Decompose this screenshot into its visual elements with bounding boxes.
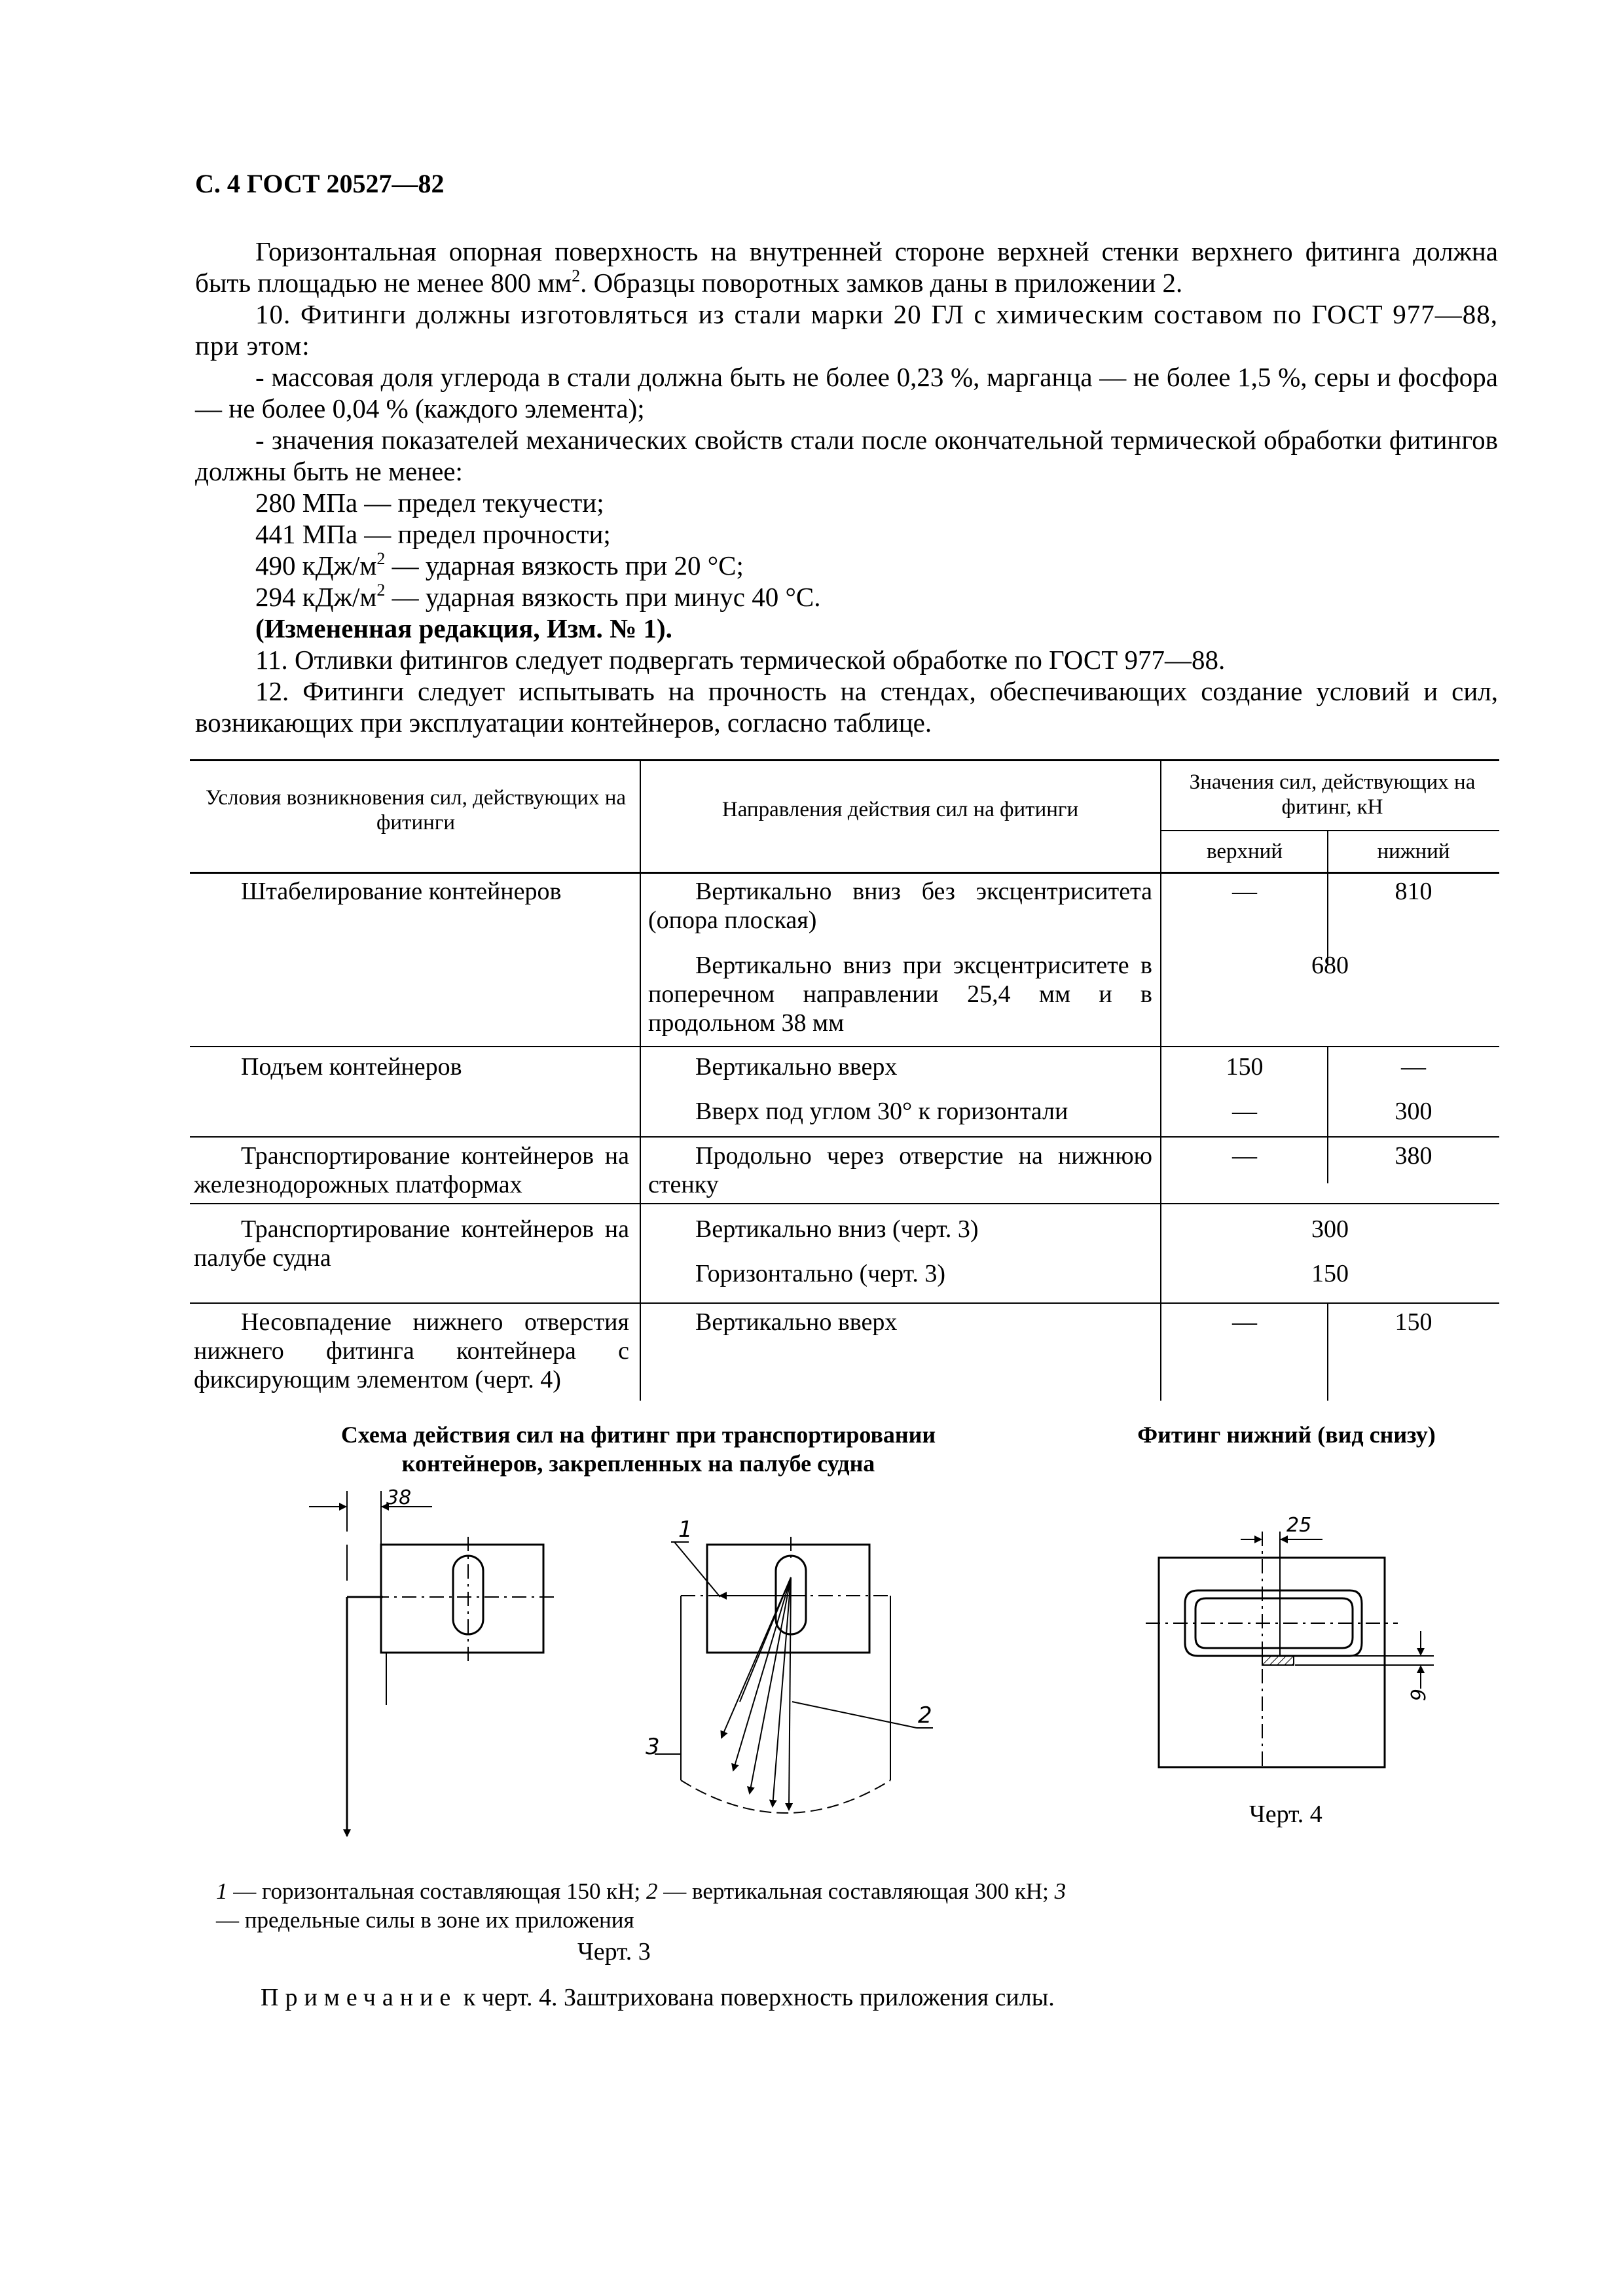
table-row-rule bbox=[190, 1302, 1499, 1304]
cell-dir: Вертикально вниз при эксцентриситете в поперечном направлении 25,4 мм и в продольном 38 мм bbox=[648, 952, 1152, 1037]
legend-text-3: — предельные силы в зоне их приложения bbox=[216, 1907, 634, 1933]
header-values: Значения сил, действующих на фитинг, кН bbox=[1189, 770, 1476, 819]
cell-dir: Вертикально вверх bbox=[695, 1053, 898, 1081]
table-top-rule bbox=[190, 759, 1499, 761]
cell-cond: Подъем контейнеров bbox=[241, 1053, 462, 1081]
header-lower: нижний bbox=[1377, 840, 1450, 863]
item-10-mechanical: - значения показателей механических свойств стали после окончательной термической обработки фитингов должны быть не менее: bbox=[195, 425, 1498, 486]
header-directions: Направления действия сил на фитинги bbox=[721, 798, 1079, 821]
cell-lower: 150 bbox=[1395, 1308, 1432, 1336]
prop4-b: — ударная вязкость при минус 40 °С. bbox=[385, 582, 821, 612]
paragraph-support-surface bbox=[195, 236, 1498, 298]
figure3-legend bbox=[216, 1877, 1067, 1935]
legend-num-1: 1 bbox=[216, 1878, 228, 1904]
cell-lower: 810 bbox=[1395, 878, 1432, 905]
header-conditions: Условия возникновения сил, действующих на фитинги bbox=[205, 786, 627, 834]
para1-text: Горизонтальная опорная поверхность на внутренней стороне верхней стенки верхнего фитинга должна быть площадью не менее 800 мм bbox=[195, 236, 1498, 298]
label-1: 1 bbox=[678, 1516, 693, 1543]
note-label: Примечание bbox=[261, 1984, 458, 2011]
property-impact-20 bbox=[255, 550, 744, 581]
table-col-rule bbox=[1327, 1046, 1328, 1183]
item-12: 12. Фитинги следует испытывать на прочность на стендах, обеспечивающих создание условий и сил, возникающих при эксплуатации контейнеров, согласно таблице. bbox=[195, 676, 1498, 738]
cell-upper: — bbox=[1232, 1308, 1257, 1336]
legend-text-1: — горизонтальная составляющая 150 кН; bbox=[227, 1878, 646, 1904]
cell-upper: — bbox=[1232, 878, 1257, 905]
cell-lower: 380 bbox=[1395, 1142, 1432, 1170]
cell-cond: Транспортирование контейнеров на железнодорожных платформах bbox=[194, 1142, 629, 1198]
page-header: С. 4 ГОСТ 20527—82 bbox=[195, 169, 445, 198]
table-row-rule bbox=[190, 1046, 1499, 1047]
prop3-a: 490 кДж/м bbox=[255, 550, 377, 581]
cell-cond: Штабелирование контейнеров bbox=[241, 878, 562, 905]
table-col-rule bbox=[1160, 759, 1161, 1401]
legend-text-2: — вертикальная составляющая 300 кН; bbox=[657, 1878, 1055, 1904]
cell-dir: Вертикально вниз (черт. 3) bbox=[695, 1215, 979, 1243]
table-col-rule bbox=[1327, 1302, 1328, 1401]
cell-upper: — bbox=[1232, 1142, 1257, 1170]
item-10-carbon: - массовая доля углерода в стали должна быть не более 0,23 %, марганца — не более 1,5 %, серы и фосфора — не более 0,04 % (каждого элемента); bbox=[195, 362, 1498, 423]
cell-both: 300 bbox=[1311, 1215, 1349, 1243]
item-10: 10. Фитинги должны изготовляться из стали марки 20 ГЛ с химическим составом по ГОСТ 977—88, при этом: bbox=[195, 299, 1498, 361]
right-fitting-outline bbox=[707, 1545, 869, 1653]
figure4-caption: Черт. 4 bbox=[1249, 1801, 1322, 1828]
legend-num-2: 2 bbox=[646, 1878, 658, 1904]
note-text: к черт. 4. Заштрихована поверхность приложения силы. bbox=[457, 1984, 1055, 2011]
property-yield: 280 МПа — предел текучести; bbox=[255, 488, 604, 518]
property-strength: 441 МПа — предел прочности; bbox=[255, 519, 611, 549]
cell-dir: Вертикально вверх bbox=[695, 1308, 898, 1336]
legend-num-3: 3 bbox=[1054, 1878, 1067, 1904]
figure4-title: Фитинг нижний (вид снизу) bbox=[1137, 1422, 1436, 1448]
prop3-sup: 2 bbox=[376, 549, 386, 568]
dim-25-label: 25 bbox=[1286, 1514, 1312, 1537]
table-subheader-rule bbox=[1160, 830, 1499, 831]
prop4-a: 294 кДж/м bbox=[255, 582, 377, 612]
cell-both: 150 bbox=[1311, 1260, 1349, 1287]
cell-dir: Продольно через отверстие на нижнюю стенку bbox=[648, 1142, 1152, 1198]
para1-sup: 2 bbox=[572, 266, 581, 285]
figure3-caption: Черт. 3 bbox=[577, 1938, 651, 1965]
prop3-b: — ударная вязкость при 20 °С; bbox=[385, 550, 744, 581]
table-row-rule bbox=[190, 1136, 1499, 1138]
dim-38-label: 38 bbox=[386, 1486, 412, 1509]
cell-lower: 300 bbox=[1395, 1098, 1432, 1125]
para1-tail: . Образцы поворотных замков даны в приложении 2. bbox=[580, 268, 1183, 298]
item-11: 11. Отливки фитингов следует подвергать термической обработке по ГОСТ 977—88. bbox=[255, 645, 1226, 675]
table-row-rule bbox=[190, 1203, 1499, 1204]
figure4-diagram bbox=[1146, 1492, 1460, 1780]
cell-dir: Вертикально вниз без эксцентриситета (опора плоская) bbox=[648, 878, 1152, 934]
cell-upper: 150 bbox=[1226, 1053, 1264, 1081]
header-upper: верхний bbox=[1206, 840, 1283, 863]
cell-cond: Транспортирование контейнеров на палубе судна bbox=[194, 1215, 629, 1272]
label-3: 3 bbox=[646, 1734, 660, 1760]
label-2: 2 bbox=[918, 1702, 932, 1729]
cell-lower: — bbox=[1401, 1053, 1426, 1081]
table-col-rule bbox=[1327, 830, 1328, 965]
cell-dir: Горизонтально (черт. 3) bbox=[695, 1260, 946, 1287]
left-fitting-outline bbox=[381, 1545, 543, 1653]
figure3-diagram bbox=[288, 1479, 962, 1846]
cell-dir: Вверх под углом 30° к горизонтали bbox=[695, 1098, 1068, 1125]
cell-cond: Несовпадение нижнего отверстия нижнего фитинга контейнера с фиксирующим элементом (черт. 4) bbox=[194, 1308, 629, 1393]
hatched-force-surface bbox=[1262, 1656, 1294, 1665]
table-header-rule bbox=[190, 872, 1499, 874]
prop4-sup: 2 bbox=[376, 581, 386, 600]
figure3-title: Схема действия сил на фитинг при транспортировании контейнеров, закрепленных на палубе судна bbox=[340, 1422, 936, 1477]
property-impact-minus40 bbox=[255, 581, 820, 613]
cell-both: 680 bbox=[1311, 952, 1349, 979]
note bbox=[261, 1983, 1055, 2012]
dim-6-label: 6 bbox=[1406, 1689, 1429, 1702]
cell-upper: — bbox=[1232, 1098, 1257, 1125]
table-col-rule bbox=[640, 759, 641, 1401]
changed-edition-note: (Измененная редакция, Изм. № 1). bbox=[255, 613, 672, 643]
